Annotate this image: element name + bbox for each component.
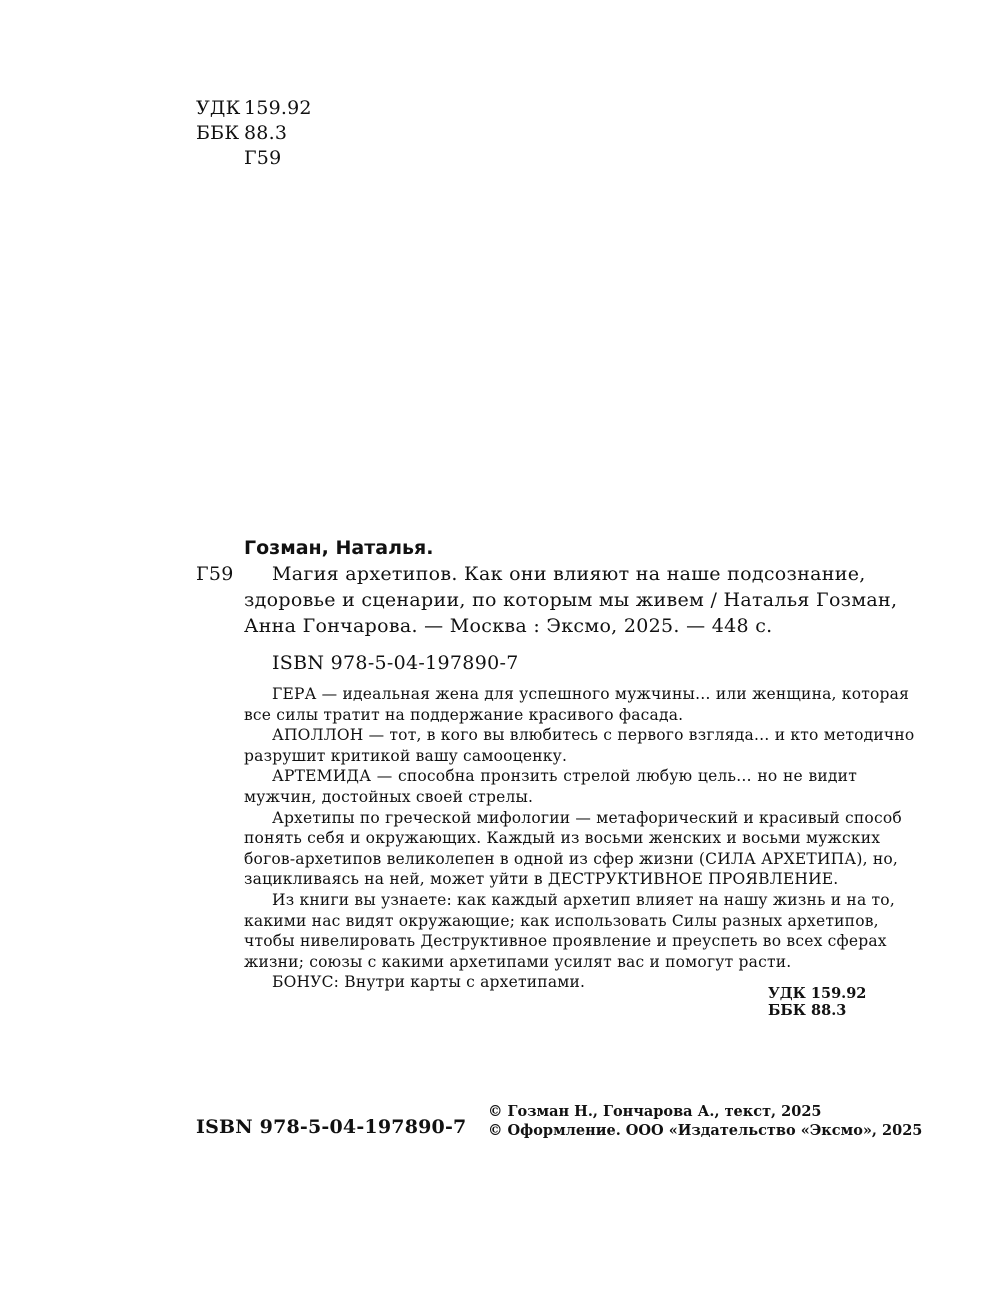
bbk-label: ББК bbox=[196, 122, 240, 144]
card-author: Гозман, Наталья. bbox=[244, 537, 434, 559]
card-isbn: ISBN 978-5-04-197890-7 bbox=[272, 652, 519, 674]
annotation-line: богов-архетипов великолепен в одной из сфер жизни (СИЛА АРХЕТИПА), но, bbox=[244, 849, 899, 868]
udk-code-line bbox=[196, 96, 312, 120]
annotation-line: чтобы нивелировать Деструктивное проявление и преуспеть во всех сферах bbox=[244, 932, 887, 951]
annotation-line: мужчин, достойных своей стрелы. bbox=[244, 787, 534, 806]
annotation-line: какими нас видят окружающие; как использовать Силы разных архетипов, bbox=[244, 911, 879, 930]
bbk-code-line bbox=[196, 121, 287, 145]
udk-value: 159.92 bbox=[244, 97, 312, 119]
annotation-line: БОНУС: Внутри карты с архетипами. bbox=[272, 973, 586, 992]
card-title-line-1: Магия архетипов. Как они влияют на наше подсознание, bbox=[272, 563, 866, 585]
annotation-line: Архетипы по греческой мифологии — метафорический и красивый способ bbox=[272, 808, 902, 827]
card-bbk: ББК 88.3 bbox=[768, 1002, 847, 1019]
card-title-line-2: здоровье и сценарии, по которым мы живем / Наталья Гозман, bbox=[244, 589, 898, 611]
annotation-line: ГЕРА — идеальная жена для успешного мужчины… или женщина, которая bbox=[272, 685, 910, 703]
copyright-block bbox=[488, 1102, 922, 1140]
annotation-line: все силы тратит на поддержание красивого фасада. bbox=[244, 705, 684, 724]
annotation-line: АРТЕМИДА — способна пронзить стрелой любую цель… но не видит bbox=[272, 767, 857, 786]
annotation bbox=[244, 684, 915, 993]
copyright-design: © Оформление. ООО «Издательство «Эксмо», 2025 bbox=[488, 1122, 923, 1139]
copyright-text: © Гозман Н., Гончарова А., текст, 2025 bbox=[488, 1103, 822, 1120]
author-mark-top: Г59 bbox=[244, 147, 282, 169]
card-udk: УДК 159.92 bbox=[768, 985, 867, 1002]
annotation-line: АПОЛЛОН — тот, в кого вы влюбитесь с первого взгляда… и кто методично bbox=[272, 726, 915, 745]
card-codes bbox=[768, 985, 866, 1019]
bbk-value: 88.3 bbox=[244, 122, 288, 144]
annotation-line: Из книги вы узнаете: как каждый архетип влияет на нашу жизнь и на то, bbox=[272, 890, 895, 909]
annotation-line: зацикливаясь на ней, может уйти в ДЕСТРУКТИВНОЕ ПРОЯВЛЕНИЕ. bbox=[244, 870, 839, 889]
card-title-line-3: Анна Гончарова. — Москва : Эксмо, 2025. — 448 с. bbox=[244, 615, 773, 637]
card-author-mark: Г59 bbox=[196, 563, 234, 585]
udk-label: УДК bbox=[196, 97, 241, 119]
bottom-isbn: ISBN 978-5-04-197890-7 bbox=[196, 1116, 467, 1138]
annotation-line: жизни; союзы с какими архетипами усилят вас и помогут расти. bbox=[244, 952, 792, 971]
annotation-line: разрушит критикой вашу самооценку. bbox=[244, 746, 568, 765]
annotation-line: понять себя и окружающих. Каждый из восьми женских и восьми мужских bbox=[244, 829, 881, 848]
